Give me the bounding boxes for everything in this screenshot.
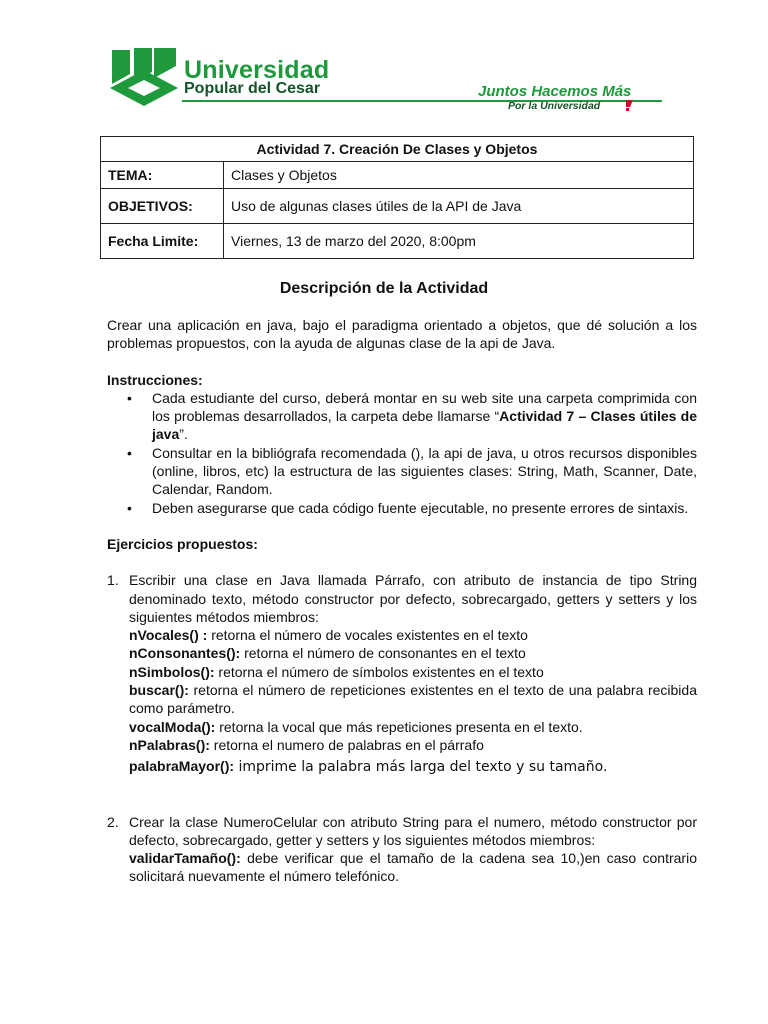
table-value: Viernes, 13 de marzo del 2020, 8:00pm	[224, 224, 694, 259]
table-key: TEMA:	[101, 162, 224, 189]
method-name: buscar():	[129, 682, 189, 699]
slogan-subtitle: Por la Universidad	[508, 100, 601, 112]
university-name: Universidad	[184, 56, 330, 84]
item-text: Cada estudiante del curso, deberá montar en su web site una carpeta comprimida con los problemas desarrollados, la carpeta debe llamarse “	[152, 389, 697, 425]
instructions-list	[107, 389, 697, 517]
method-name: nPalabras():	[129, 736, 210, 753]
method-line	[129, 663, 697, 681]
bullet-icon: •	[127, 389, 132, 406]
table-key: OBJETIVOS:	[101, 189, 224, 224]
method-desc: debe verificar que el tamaño de la cadena sea 10,)en caso contrario solicitará nuevamente el número telefónico.	[129, 850, 697, 885]
item-bold-text: Actividad 7 – Clases útiles de java	[152, 408, 697, 443]
table-row	[101, 189, 694, 224]
university-logo-icon	[108, 44, 180, 108]
exercise-number: 1.	[107, 572, 119, 589]
method-desc: retorna el número de repeticiones existentes en el texto de una palabra recibida como parámetro.	[129, 682, 697, 717]
slogan-flag-icon	[624, 100, 634, 111]
method-name: palabraMayor():	[129, 758, 235, 775]
activity-info-table	[100, 136, 694, 259]
section-title: Descripción de la Actividad	[279, 280, 489, 297]
document-header	[0, 0, 768, 120]
exercise-number: 2.	[107, 813, 119, 830]
table-title: Actividad 7. Creación De Clases y Objetos	[101, 137, 694, 162]
method-line	[129, 644, 697, 662]
list-item	[107, 444, 697, 499]
method-name: nSimbolos():	[129, 663, 215, 680]
list-item	[107, 499, 697, 517]
bullet-icon: •	[127, 499, 132, 516]
method-name: nConsonantes():	[129, 645, 241, 662]
table-value: Clases y Objetos	[224, 162, 694, 189]
method-name: vocalModa():	[129, 718, 216, 735]
table-row	[101, 224, 694, 259]
method-desc: retorna el número de símbolos existentes en el texto	[214, 663, 544, 680]
item-text: Deben asegurarse que cada código fuente ejecutable, no presente errores de sintaxis.	[152, 499, 689, 516]
method-line	[129, 626, 697, 644]
exercise-intro: Escribir una clase en Java llamada Párrafo, con atributo de instancia de tipo String denominado texto, método constructor por defecto, sobrecargado, getters y setters y los siguientes métodos miembros:	[129, 572, 697, 625]
method-line	[129, 849, 697, 886]
method-desc: retorna el numero de palabras en el párrafo	[209, 736, 484, 753]
method-desc: imprime la palabra más larga del texto y su tamaño.	[234, 759, 608, 776]
list-item	[107, 389, 697, 444]
item-text: Consultar en la bibliógrafa recomendada (), la api de java, u otros recursos disponibles (online, libros, etc) la estructura de las siguientes clases: String, Math, Scanner, Date, Calendar, Random.	[152, 444, 697, 498]
item-text-after: ”.	[179, 426, 188, 443]
table-key: Fecha Limite:	[101, 224, 224, 259]
exercise-2	[107, 813, 697, 886]
method-desc: retorna el número de consonantes en el texto	[240, 645, 526, 662]
bullet-icon: •	[127, 444, 132, 461]
method-line	[129, 718, 697, 736]
method-name: validarTamaño():	[129, 850, 241, 867]
table-row	[101, 162, 694, 189]
exercises-heading: Ejercicios propuestos:	[107, 535, 258, 552]
method-line	[129, 736, 697, 754]
table-value: Uso de algunas clases útiles de la API de Java	[224, 189, 694, 224]
method-name: nVocales() :	[129, 627, 208, 644]
method-desc: retorna el número de vocales existentes en el texto	[207, 627, 528, 644]
method-line	[129, 681, 697, 718]
university-subtitle: Popular del Cesar	[184, 80, 321, 97]
method-line	[129, 757, 697, 776]
method-desc: retorna la vocal que más repeticiones presenta en el texto.	[215, 718, 583, 735]
document-body	[107, 316, 697, 886]
exercise-1	[107, 571, 697, 776]
intro-paragraph: Crear una aplicación en java, bajo el paradigma orientado a objetos, que dé solución a los problemas propuestos, con la ayuda de algunas clase de la api de Java.	[107, 317, 697, 352]
instructions-heading: Instrucciones:	[107, 371, 203, 388]
slogan: Juntos Hacemos Más	[478, 83, 632, 100]
exercise-intro: Crear la clase NumeroCelular con atributo String para el numero, método constructor por defecto, sobrecargado, getter y setters y los siguientes métodos miembros:	[129, 813, 697, 848]
